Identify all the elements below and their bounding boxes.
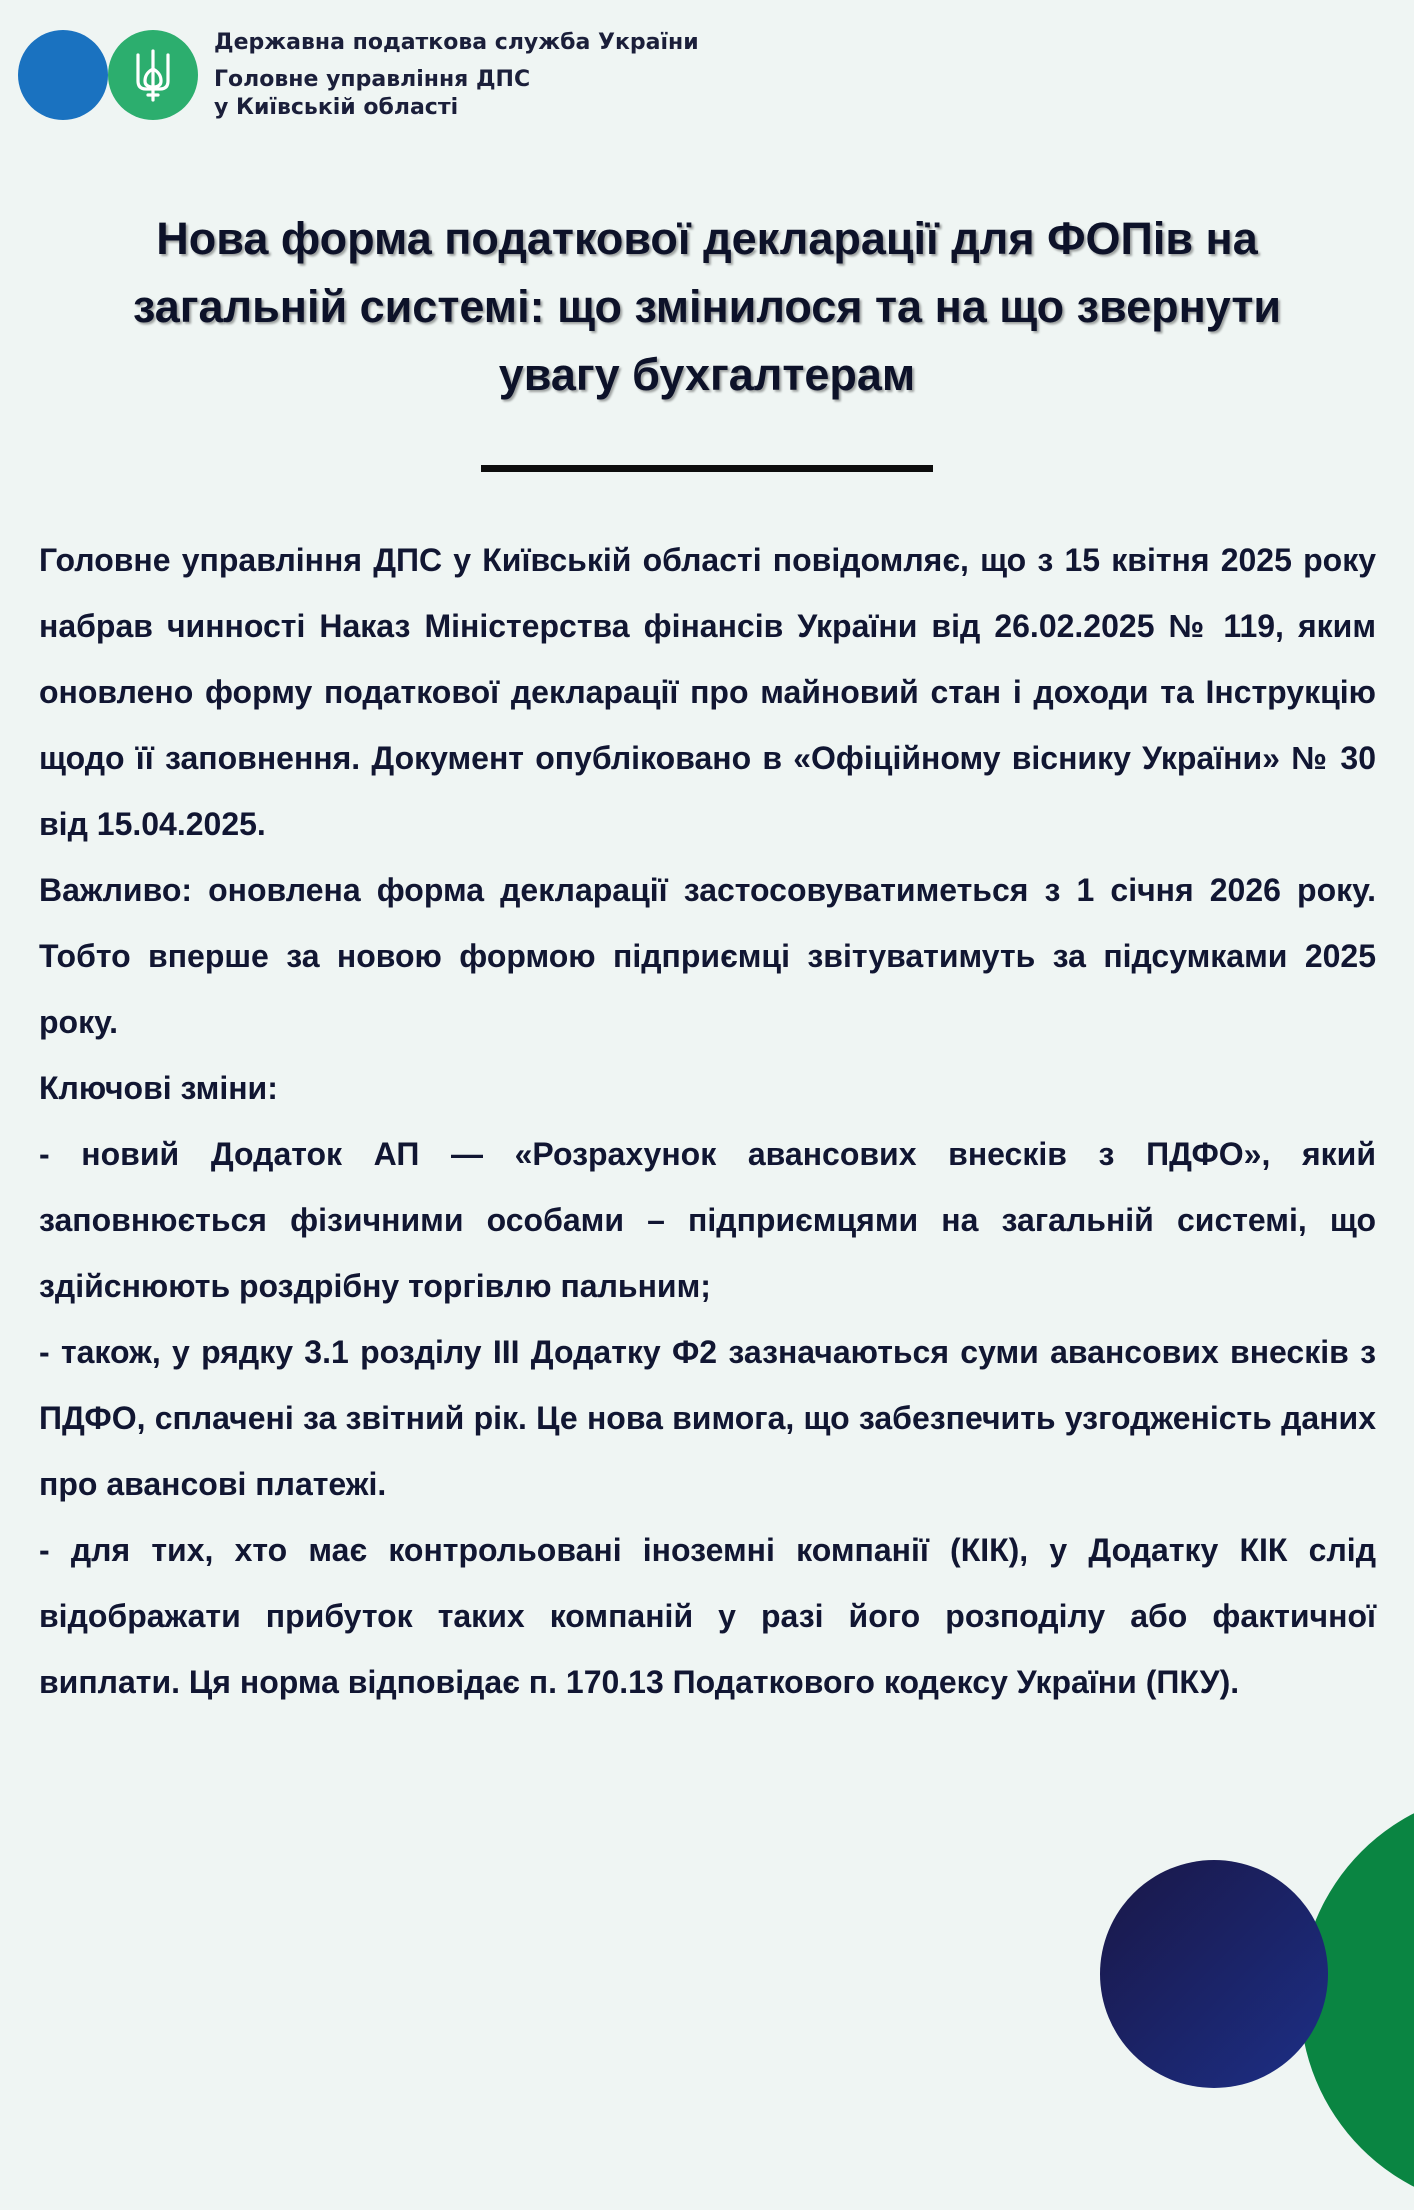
org-name: Державна податкова служба України: [214, 30, 699, 55]
page-title: Нова форма податкової декларації для ФОПів на загальній системі: що змінилося та на що звернути увагу бухгалтерам: [132, 213, 1282, 400]
paragraph-key-changes-heading: Ключові зміни:: [39, 1070, 278, 1106]
paragraph-important: Важливо: оновлена форма декларації застосовуватиметься з 1 січня 2026 року. Тобто вперше за новою формою підприємці звітуватимуть за підсумками 2025 року.: [39, 872, 1376, 1040]
paragraph-change-kik: - для тих, хто має контрольовані іноземні компанії (КІК), у Додатку КІК слід відображати прибуток таких компаній у разі його розподілу або фактичної виплати. Ця норма відповідає п. 170.13 Податкового кодексу України (ПКУ).: [39, 1532, 1376, 1700]
dept-region: у Київській області: [214, 95, 459, 120]
logo-green-circle: [108, 30, 198, 120]
dept-name: Головне управління ДПС: [214, 67, 531, 92]
title-divider: [481, 465, 933, 472]
paragraph-intro: Головне управління ДПС у Київській області повідомляє, що з 15 квітня 2025 року набрав чинності Наказ Міністерства фінансів України від 26.02.2025 № 119, яким оновлено форму податкової декларації про майновий стан і доходи та Інструкцію щодо її заповнення. Документ опубліковано в «Офіційному віснику України» № 30 від 15.04.2025.: [39, 542, 1376, 842]
decor-navy-circle: [1100, 1860, 1328, 2088]
header: [18, 30, 699, 122]
header-text: [214, 28, 699, 122]
trident-icon: [133, 47, 173, 103]
article-body: [39, 527, 1376, 1715]
paragraph-change-ap: - новий Додаток АП — «Розрахунок авансових внесків з ПДФО», який заповнюється фізичними особами – підприємцями на загальній системі, що здійснюють роздрібну торгівлю пальним;: [39, 1136, 1376, 1304]
logo-blue-circle: [18, 30, 108, 120]
paragraph-change-f2: - також, у рядку 3.1 розділу ІІІ Додатку Ф2 зазначаються суми авансових внесків з ПДФО, сплачені за звітний рік. Це нова вимога, що забезпечить узгодженість даних про авансові платежі.: [39, 1334, 1376, 1502]
